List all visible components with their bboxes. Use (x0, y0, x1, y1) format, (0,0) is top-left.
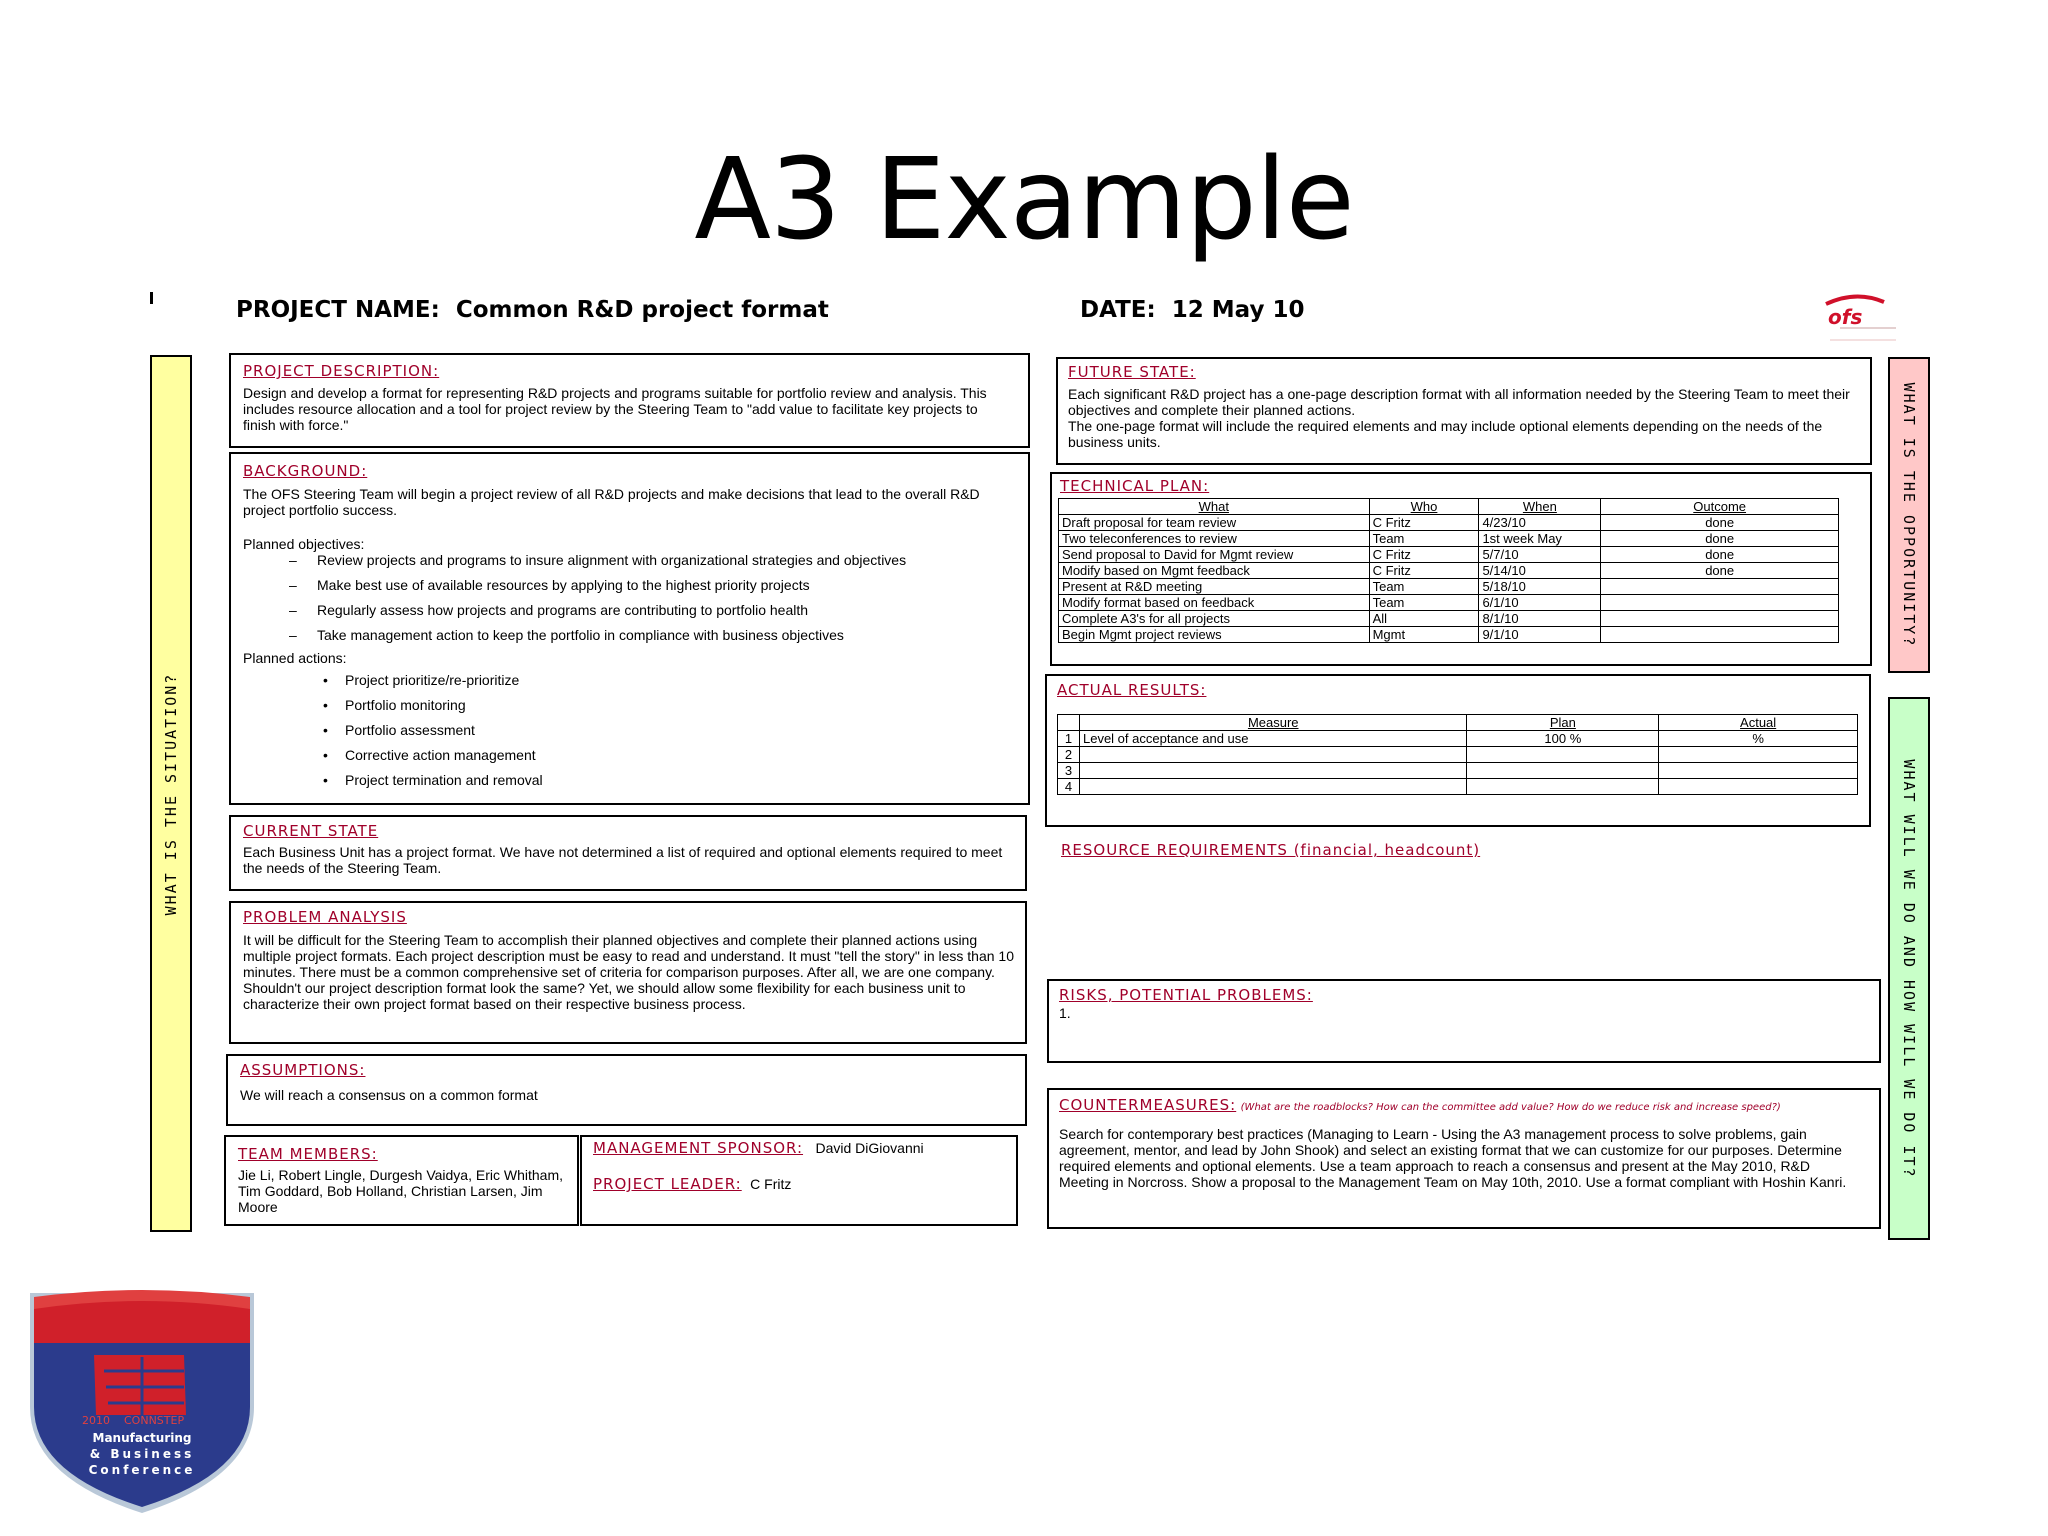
project-description-box (229, 353, 1030, 448)
conference-badge (24, 1287, 260, 1519)
current-state-box (229, 815, 1027, 891)
sponsor-row (593, 1139, 924, 1158)
date-label: DATE: (1080, 297, 1156, 323)
list-item: • Project prioritize/re-prioritize (323, 672, 520, 688)
table-cell: All (1369, 611, 1479, 627)
table-cell: 9/1/10 (1479, 627, 1601, 643)
technical-plan-table (1058, 498, 1839, 643)
list-item: • Corrective action management (323, 747, 536, 763)
date-value: 12 May 10 (1171, 297, 1305, 323)
table-cell: Team (1369, 531, 1479, 547)
badge-line3: Conference (88, 1463, 196, 1477)
table-cell (1601, 579, 1839, 595)
risks-text: 1. (1059, 1005, 1071, 1021)
future-state-text-1: Each significant R&D project has a one-page description format with all information needed by the Steering Team to meet their objectives and complete their planned actions. (1068, 386, 1850, 418)
table-cell: 8/1/10 (1479, 611, 1601, 627)
table-cell: 5/14/10 (1479, 563, 1601, 579)
table-row (1059, 531, 1839, 547)
ofs-logo-text: ofs (1828, 305, 1863, 329)
table-row (1059, 595, 1839, 611)
table-header-cell: Outcome (1601, 499, 1839, 515)
list-item: – Review projects and programs to insure alignment with organizational strategies and objectives (289, 552, 907, 568)
future-state-box (1056, 357, 1872, 465)
countermeasures-header (1059, 1096, 1781, 1115)
table-row (1058, 747, 1858, 763)
actual-results-label: ACTUAL RESULTS: (1057, 681, 1207, 699)
badge-line1: Manufacturing (92, 1431, 192, 1445)
table-cell: % (1659, 731, 1858, 747)
sidebar-action-text: WHAT WILL WE DO AND HOW WILL WE DO IT? (1900, 758, 1918, 1179)
countermeasures-text: Search for contemporary best practices (Managing to Learn - Using the A3 management process to solve problems, gain agreement, mentor, and lead by John Shook) and select an existing format that we can customize for our purposes. Determine required elements and optional elements. Use a team approach to reach a consensus and present at the May 2010, R&D Meeting in Norcross. Show a proposal to the Management Team on May 10th, 2010. Use a format compliant with Hoshin Kanri. (1059, 1126, 1847, 1190)
table-cell: done (1601, 531, 1839, 547)
table-cell (1601, 627, 1839, 643)
table-cell: 4/23/10 (1479, 515, 1601, 531)
risks-label: RISKS, POTENTIAL PROBLEMS: (1059, 986, 1313, 1004)
table-cell (1659, 779, 1858, 795)
table-header-cell: Actual (1659, 715, 1858, 731)
badge-year: 2010 (82, 1414, 110, 1427)
list-item: – Take management action to keep the portfolio in compliance with business objectives (289, 627, 844, 643)
table-cell: Modify based on Mgmt feedback (1059, 563, 1370, 579)
table-cell: Draft proposal for team review (1059, 515, 1370, 531)
problem-analysis-label: PROBLEM ANALYSIS (243, 908, 407, 926)
project-description-text: Design and develop a format for representing R&D projects and programs suitable for portfolio review and analysis. This includes resource allocation and a tool for project review by the Steering Team to "add value to facilitate key projects to finish with force." (243, 385, 987, 433)
table-cell (1079, 763, 1467, 779)
table-cell (1659, 763, 1858, 779)
current-state-text: Each Business Unit has a project format. We have not determined a list of required and optional elements required to meet the needs of the Steering Team. (243, 844, 1003, 876)
leader-row (593, 1175, 791, 1194)
sidebar-action (1888, 697, 1930, 1240)
table-row (1059, 547, 1839, 563)
table-cell: Send proposal to David for Mgmt review (1059, 547, 1370, 563)
badge-org: CONNSTEP (124, 1414, 185, 1427)
table-row (1059, 515, 1839, 531)
countermeasures-label: COUNTERMEASURES: (1059, 1096, 1237, 1114)
problem-analysis-box (229, 901, 1027, 1044)
sidebar-opportunity (1888, 357, 1930, 673)
team-members-box (224, 1135, 579, 1226)
table-header-cell: Plan (1467, 715, 1659, 731)
countermeasures-box (1047, 1088, 1881, 1229)
table-row (1058, 731, 1858, 747)
table-cell: Team (1369, 579, 1479, 595)
future-state-label: FUTURE STATE: (1068, 363, 1196, 381)
project-description-label: PROJECT DESCRIPTION: (243, 362, 440, 380)
table-cell: 1st week May (1479, 531, 1601, 547)
table-header-cell (1058, 715, 1080, 731)
table-header-row (1058, 715, 1858, 731)
table-cell: Team (1369, 595, 1479, 611)
risks-box (1047, 979, 1881, 1063)
table-cell: 2 (1058, 747, 1080, 763)
table-cell: Present at R&D meeting (1059, 579, 1370, 595)
objectives-label: Planned objectives: (243, 536, 365, 552)
table-cell: 5/18/10 (1479, 579, 1601, 595)
table-cell: Modify format based on feedback (1059, 595, 1370, 611)
technical-plan-label: TECHNICAL PLAN: (1060, 477, 1210, 495)
table-header-cell: When (1479, 499, 1601, 515)
future-state-text (1068, 386, 1858, 450)
sponsor-value: David DiGiovanni (815, 1140, 924, 1156)
leader-label: PROJECT LEADER: (593, 1175, 742, 1193)
table-cell: 3 (1058, 763, 1080, 779)
table-cell: 5/7/10 (1479, 547, 1601, 563)
assumptions-label: ASSUMPTIONS: (240, 1061, 366, 1079)
project-name-row (236, 297, 829, 323)
problem-analysis-text: It will be difficult for the Steering Team to accomplish their planned objectives and complete their planned actions using multiple project formats. Each project description must be easy to read and understand. It must "tell the story" in less than 10 minutes. There must be a common comprehensive set of criteria for comparison purposes. After all, we are one company. Shouldn't our project description format look the same? Yet, we should allow some flexibility for each business unit to characterize their own project format based on their respective business process. (243, 932, 1014, 1012)
table-row (1059, 563, 1839, 579)
actions-list (231, 672, 1021, 797)
table-cell (1467, 747, 1659, 763)
table-row (1059, 611, 1839, 627)
assumptions-box (226, 1054, 1027, 1126)
badge-line2: & Business (89, 1447, 195, 1461)
table-cell: 6/1/10 (1479, 595, 1601, 611)
sponsor-label: MANAGEMENT SPONSOR: (593, 1139, 804, 1157)
date-row (1080, 297, 1304, 323)
table-cell: C Fritz (1369, 563, 1479, 579)
future-state-text-2: The one-page format will include the required elements and may include optional elements depending on the needs of the business units. (1068, 418, 1823, 450)
leader-value: C Fritz (750, 1176, 792, 1192)
background-intro: The OFS Steering Team will begin a project review of all R&D projects and make decisions that lead to the overall R&D project portfolio success. (243, 486, 980, 518)
table-cell (1079, 779, 1467, 795)
table-cell: done (1601, 515, 1839, 531)
team-members-text: Jie Li, Robert Lingle, Durgesh Vaidya, Eric Whitham, Tim Goddard, Bob Holland, Christian Larsen, Jim Moore (238, 1167, 563, 1215)
team-members-label: TEAM MEMBERS: (238, 1145, 378, 1163)
table-cell: 1 (1058, 731, 1080, 747)
table-header-cell: Who (1369, 499, 1479, 515)
table-row (1059, 579, 1839, 595)
actions-label: Planned actions: (243, 650, 347, 666)
list-item: – Make best use of available resources by applying to the highest priority projects (289, 577, 810, 593)
list-item: • Project termination and removal (323, 772, 543, 788)
table-cell: Mgmt (1369, 627, 1479, 643)
ofs-logo (1820, 292, 1900, 346)
list-item: – Regularly assess how projects and programs are contributing to portfolio health (289, 602, 809, 618)
current-state-label: CURRENT STATE (243, 822, 379, 840)
table-cell: Begin Mgmt project reviews (1059, 627, 1370, 643)
table-row (1058, 779, 1858, 795)
sidebar-situation-text: WHAT IS THE SITUATION? (162, 672, 180, 915)
table-cell: 4 (1058, 779, 1080, 795)
table-cell: C Fritz (1369, 547, 1479, 563)
list-item: • Portfolio assessment (323, 722, 475, 738)
actual-results-table (1057, 714, 1858, 795)
list-item: • Portfolio monitoring (323, 697, 466, 713)
table-cell: C Fritz (1369, 515, 1479, 531)
countermeasures-hint: (What are the roadblocks? How can the committee add value? How do we reduce risk and increase speed?) (1240, 1102, 1781, 1113)
table-cell (1079, 747, 1467, 763)
project-name-value: Common R&D project format (455, 297, 829, 323)
table-cell: Level of acceptance and use (1079, 731, 1467, 747)
table-cell: done (1601, 547, 1839, 563)
sidebar-situation (150, 355, 192, 1232)
table-cell (1467, 763, 1659, 779)
sidebar-opportunity-text: WHAT IS THE OPPORTUNITY? (1900, 382, 1918, 648)
table-cell (1467, 779, 1659, 795)
table-header-row (1059, 499, 1839, 515)
table-cell: Complete A3's for all projects (1059, 611, 1370, 627)
table-row (1059, 627, 1839, 643)
table-cell (1601, 595, 1839, 611)
resource-requirements-label: RESOURCE REQUIREMENTS (financial, headcount) (1061, 841, 1481, 859)
background-label: BACKGROUND: (243, 462, 368, 480)
background-box (229, 452, 1030, 805)
objectives-list (231, 552, 1021, 652)
table-header-cell: Measure (1079, 715, 1467, 731)
management-box (580, 1135, 1018, 1226)
slide-title: A3 Example (694, 135, 1354, 265)
actual-results-box (1045, 674, 1871, 827)
project-name-label: PROJECT NAME: (236, 297, 440, 323)
table-cell (1601, 611, 1839, 627)
assumptions-text: We will reach a consensus on a common format (240, 1087, 538, 1103)
table-row (1058, 763, 1858, 779)
table-cell: 100 % (1467, 731, 1659, 747)
table-header-cell: What (1059, 499, 1370, 515)
table-cell: done (1601, 563, 1839, 579)
table-cell: Two teleconferences to review (1059, 531, 1370, 547)
table-cell (1659, 747, 1858, 763)
technical-plan-box (1050, 472, 1872, 666)
corner-mark (150, 292, 153, 304)
